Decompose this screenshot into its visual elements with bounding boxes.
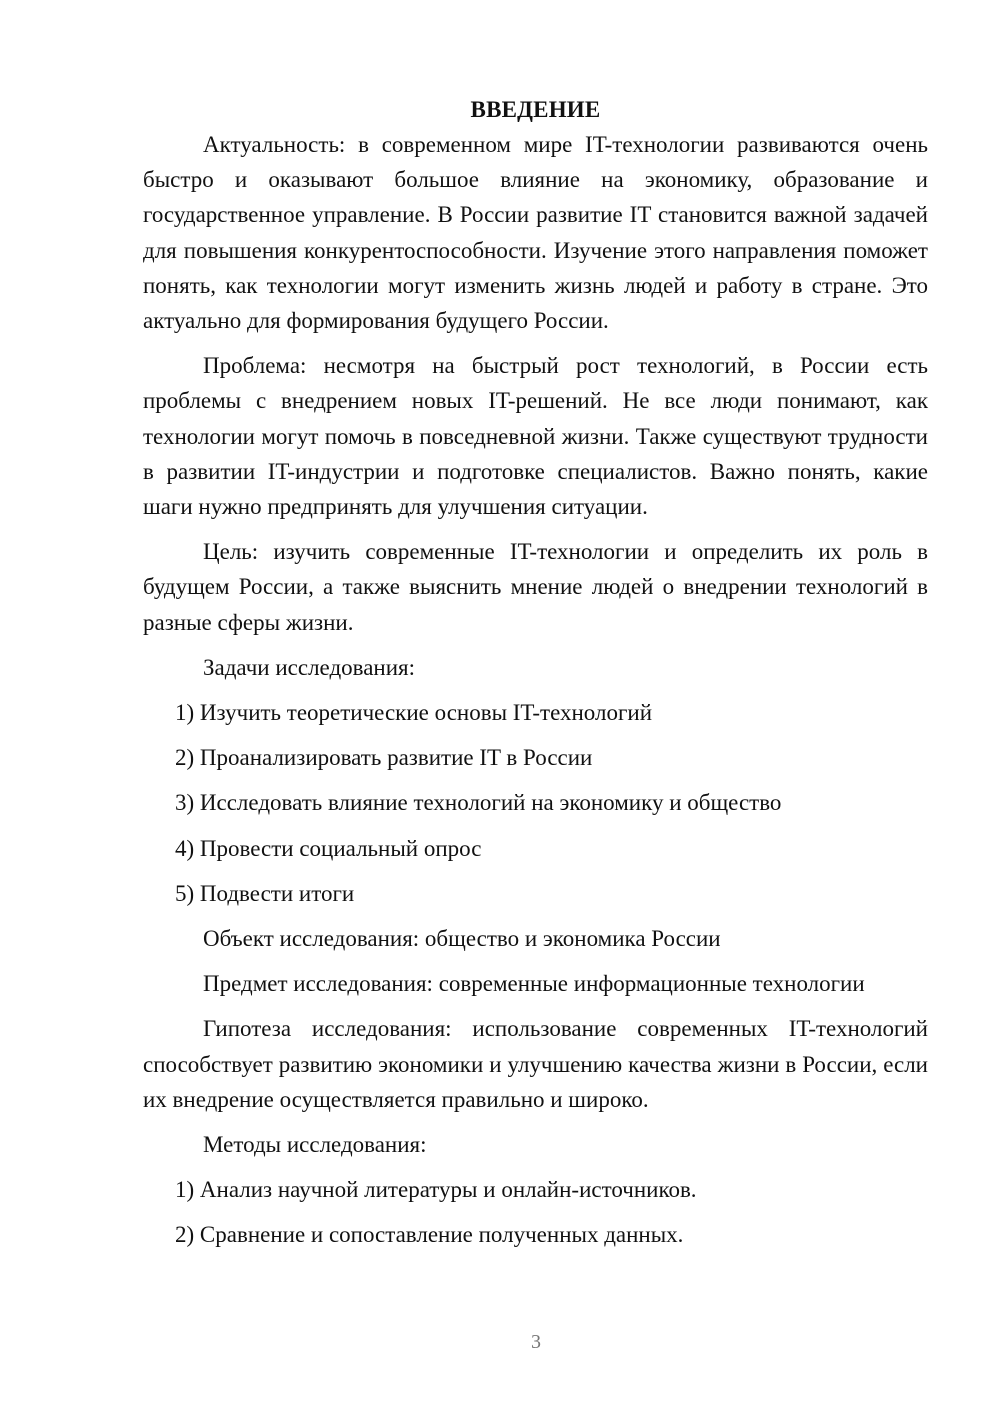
problem-paragraph: Проблема: несмотря на быстрый рост технологий, в России есть проблемы с внедрением новых IT-решений. Не все люди понимают, как технологии могут помочь в повседневной жизни. Также существуют трудности в развитии IT-индустрии и подготовке специалистов. Важно понять, какие шаги нужно предпринять для улучшения ситуации. bbox=[143, 353, 928, 520]
task-item: 1) Изучить теоретические основы IT-технологий bbox=[175, 700, 653, 726]
tasks-heading: Задачи исследования: bbox=[203, 654, 416, 680]
section-title: ВВЕДЕНИЕ bbox=[470, 97, 601, 122]
task-item: 2) Проанализировать развитие IT в России bbox=[175, 745, 593, 771]
methods-heading: Методы исследования: bbox=[203, 1132, 427, 1158]
goal-paragraph: Цель: изучить современные IT-технологии и определить их роль в будущем России, а также выяснить мнение людей о внедрении технологий в разные сферы жизни. bbox=[143, 539, 928, 635]
research-subject: Предмет исследования: современные информационные технологии bbox=[203, 971, 865, 997]
relevance-paragraph: Актуальность: в современном мире IT-технологии развиваются очень быстро и оказывают большое влияние на экономику, образование и государственное управление. В России развитие IT становится важной задачей для повышения конкурентоспособности. Изучение этого направления поможет понять, как технологии могут изменить жизнь людей и работу в стране. Это актуально для формирования будущего России. bbox=[143, 132, 928, 334]
method-item: 2) Сравнение и сопоставление полученных данных. bbox=[175, 1222, 684, 1248]
method-item: 1) Анализ научной литературы и онлайн-источников. bbox=[175, 1177, 697, 1203]
document-page bbox=[143, 92, 928, 1263]
task-item: 4) Провести социальный опрос bbox=[175, 835, 482, 861]
task-item: 3) Исследовать влияние технологий на экономику и общество bbox=[175, 790, 782, 816]
page-number: 3 bbox=[531, 1331, 541, 1353]
task-item: 5) Подвести итоги bbox=[175, 880, 355, 906]
hypothesis-paragraph: Гипотеза исследования: использование современных IT-технологий способствует развитию экономики и улучшению качества жизни в России, если их внедрение осуществляется правильно и широко. bbox=[143, 1016, 928, 1112]
research-object: Объект исследования: общество и экономика России bbox=[203, 926, 721, 952]
